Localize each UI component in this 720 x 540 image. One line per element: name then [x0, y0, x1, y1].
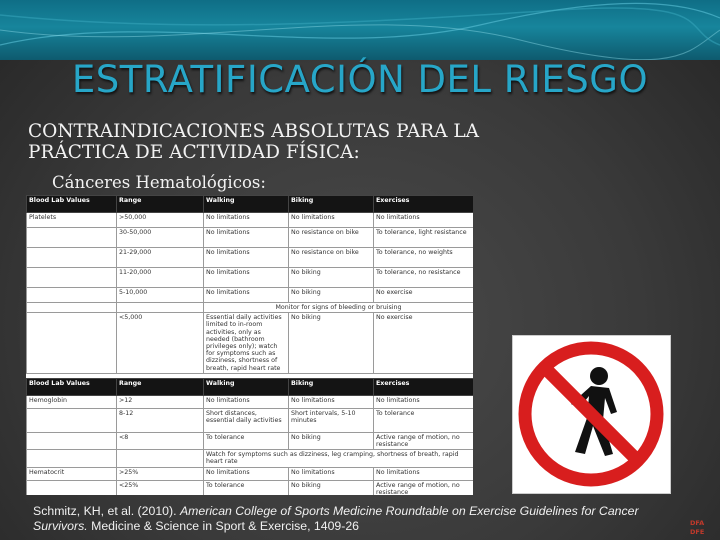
table-cell: No biking: [289, 313, 374, 374]
table-row: [27, 228, 474, 248]
table-header-cell: Biking: [289, 196, 374, 213]
table-cell: To tolerance: [204, 432, 289, 449]
table-cell: [27, 432, 117, 449]
table-header-cell: Exercises: [374, 378, 474, 395]
watch-note: Watch for symptoms such as dizziness, leg cramping, shortness of breath, rapid heart rate: [204, 450, 474, 467]
slide-subtitle: [28, 121, 628, 163]
table-cell: <5,000: [117, 313, 204, 374]
table-cell: No exercise: [374, 288, 474, 303]
citation: [33, 504, 693, 534]
citation-source: Medicine & Science in Sport & Exercise, 1409-26: [87, 519, 360, 533]
no-walking-sign-image: [512, 335, 671, 494]
table-cell: Short distances, essential daily activities: [204, 408, 289, 432]
table-cell: Platelets: [27, 213, 117, 228]
header-band: [0, 0, 720, 60]
table-cell: Active range of motion, no resistance: [374, 480, 474, 495]
table-cell: 8-12: [117, 408, 204, 432]
table-cell: To tolerance, light resistance: [374, 228, 474, 248]
table-cell: To tolerance, no weights: [374, 248, 474, 268]
table-header-cell: Blood Lab Values: [27, 196, 117, 213]
table-header-cell: Biking: [289, 378, 374, 395]
table-header-row: [27, 378, 474, 395]
table-cell: [27, 248, 117, 268]
table-cell: >25%: [117, 467, 204, 480]
no-walking-sign-icon: [513, 336, 670, 493]
table-note-row: [27, 303, 474, 313]
table-cell: Hematocrit: [27, 467, 117, 480]
table-cell: Essential daily activities limited to in-room activities, only as needed (bathroom privileges only); watch for symptoms such as dizziness, shortness of breath, rapid heart rate: [204, 313, 289, 374]
blood-values-table-image: [26, 195, 473, 495]
table-cell: To tolerance: [374, 408, 474, 432]
table-header-cell: Walking: [204, 378, 289, 395]
table-cell: Short intervals, 5-10 minutes: [289, 408, 374, 432]
section-heading: Cánceres Hematológicos:: [52, 173, 266, 192]
table-cell: 11-20,000: [117, 268, 204, 288]
table-cell: [27, 288, 117, 303]
table-cell: 5-10,000: [117, 288, 204, 303]
table-cell: No limitations: [204, 228, 289, 248]
table-header-row: [27, 196, 474, 213]
table-cell: [27, 480, 117, 495]
table-cell: No limitations: [289, 213, 374, 228]
table-cell: 21-29,000: [117, 248, 204, 268]
table-cell: No limitations: [289, 395, 374, 408]
citation-authors: Schmitz, KH, et al. (2010).: [33, 504, 180, 518]
table-row: [27, 313, 474, 374]
table-row: [27, 248, 474, 268]
hemoglobin-hematocrit-table: [26, 378, 473, 495]
table-cell: No biking: [289, 480, 374, 495]
table-cell: No limitations: [204, 268, 289, 288]
table-row: [27, 268, 474, 288]
table-row: [27, 395, 474, 408]
table-cell: [27, 268, 117, 288]
platelets-table: [26, 195, 473, 374]
table-cell: [27, 408, 117, 432]
table-cell: To tolerance, no resistance: [374, 268, 474, 288]
table-cell: Active range of motion, no resistance: [374, 432, 474, 449]
table-row: [27, 213, 474, 228]
table-cell: No limitations: [374, 467, 474, 480]
logo-line-2: DFE: [690, 528, 705, 536]
table-cell: No limitations: [289, 467, 374, 480]
table-cell: >50,000: [117, 213, 204, 228]
table-row: [27, 480, 474, 495]
table-cell: No biking: [289, 268, 374, 288]
subtitle-line-1: CONTRAINDICACIONES ABSOLUTAS PARA LA: [28, 121, 479, 142]
table-cell: >12: [117, 395, 204, 408]
table-cell: Hemoglobin: [27, 395, 117, 408]
monitor-note: Monitor for signs of bleeding or bruising: [204, 303, 474, 313]
table-cell: No limitations: [374, 213, 474, 228]
table-cell: No limitations: [204, 467, 289, 480]
logo-line-1: DFA: [690, 519, 705, 527]
table-cell: <25%: [117, 480, 204, 495]
table-cell: 30-50,000: [117, 228, 204, 248]
table-cell: No resistance on bike: [289, 228, 374, 248]
table-cell: No limitations: [204, 248, 289, 268]
table-cell: No limitations: [204, 213, 289, 228]
table-header-cell: Blood Lab Values: [27, 378, 117, 395]
table-cell: No resistance on bike: [289, 248, 374, 268]
table-row: [27, 467, 474, 480]
table-row: [27, 408, 474, 432]
table-cell: <8: [117, 432, 204, 449]
table-header-cell: Range: [117, 378, 204, 395]
table-header-cell: Walking: [204, 196, 289, 213]
header-wave-decoration: [0, 0, 720, 60]
table-cell: No biking: [289, 288, 374, 303]
table-header-cell: Range: [117, 196, 204, 213]
logo-icon: [690, 516, 718, 538]
table-cell: No exercise: [374, 313, 474, 374]
table-cell: No limitations: [374, 395, 474, 408]
slide-title: ESTRATIFICACIÓN DEL RIESGO: [71, 58, 649, 101]
table-row: [27, 432, 474, 449]
citation-title: American College of Sports Medicine Roundtable on Exercise Guidelines for Cancer Survivors.: [33, 504, 639, 533]
table-note-row: [27, 450, 474, 467]
table-cell: [27, 228, 117, 248]
table-cell: [27, 313, 117, 374]
table-cell: To tolerance: [204, 480, 289, 495]
table-row: [27, 288, 474, 303]
table-header-cell: Exercises: [374, 196, 474, 213]
table-cell: No biking: [289, 432, 374, 449]
subtitle-line-2: PRÁCTICA DE ACTIVIDAD FÍSICA:: [28, 142, 360, 163]
table-cell: No limitations: [204, 395, 289, 408]
table-cell: No limitations: [204, 288, 289, 303]
